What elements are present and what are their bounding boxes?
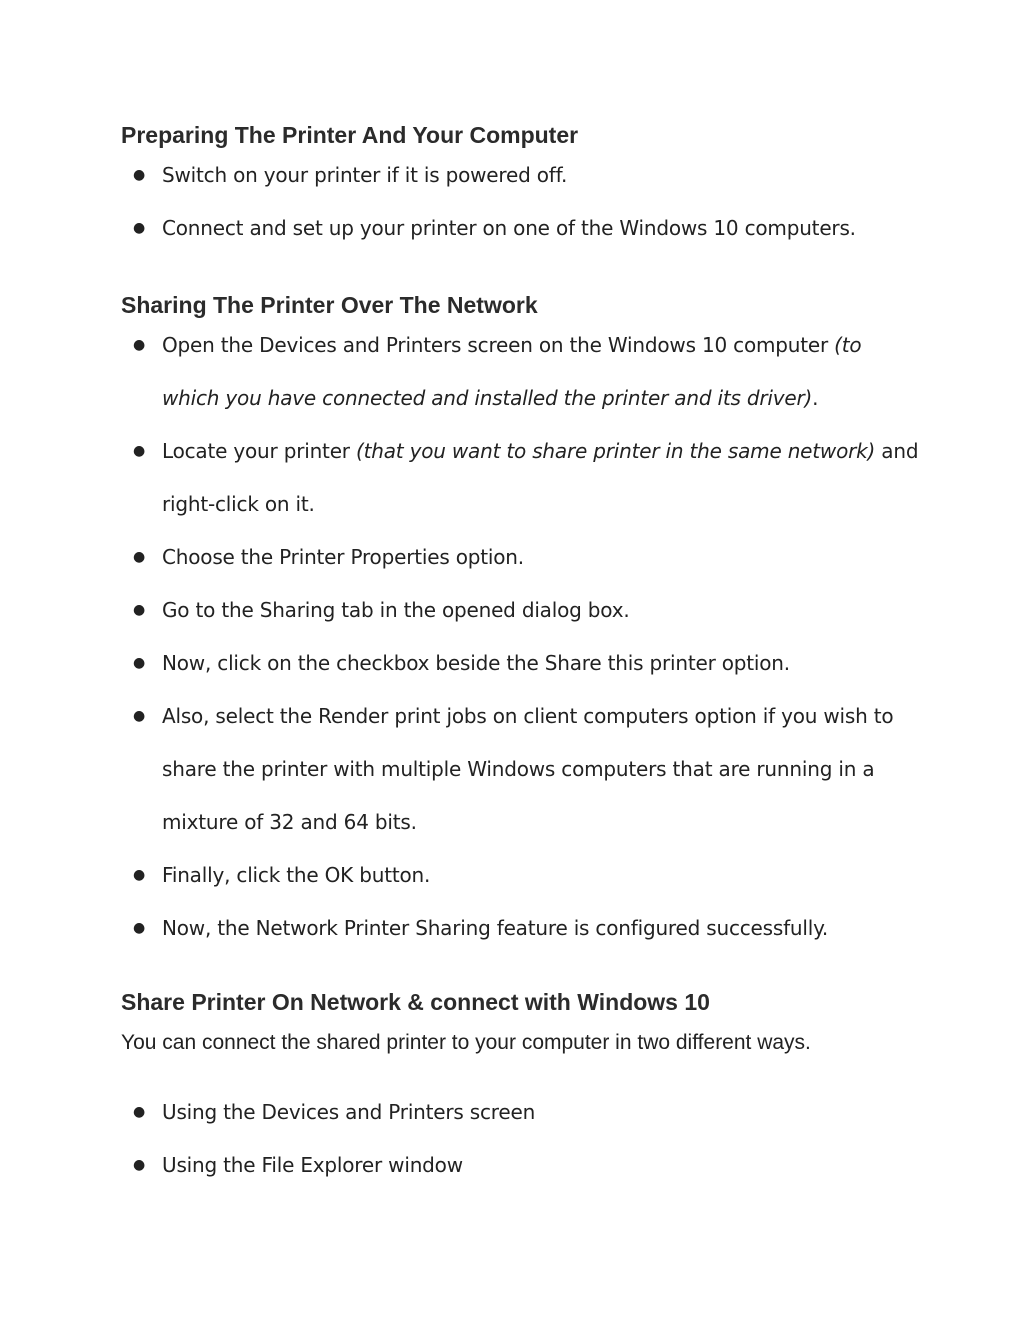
bullet-icon: ● (133, 1104, 146, 1120)
bullet-icon: ● (133, 443, 146, 459)
list-item: ● Using the File Explorer window (0, 1139, 1024, 1192)
list-item: ● Switch on your printer if it is powered off. (0, 149, 1024, 202)
list-item: ● Now, click on the checkbox beside the Share this printer option. (0, 637, 1024, 690)
list-item: ● Connect and set up your printer on one of the Windows 10 computers. (0, 202, 1024, 255)
list-item: ● Now, the Network Printer Sharing feature is configured successfully. (0, 902, 1024, 955)
section-heading-connect: Share Printer On Network & connect with Windows 10 (121, 989, 710, 1015)
bullet-icon: ● (133, 602, 146, 618)
bullet-icon: ● (133, 549, 146, 565)
section-intro: You can connect the shared printer to your computer in two different ways. (121, 1031, 811, 1054)
bullet-icon: ● (133, 708, 146, 724)
list-item: ● Choose the Printer Properties option. (0, 531, 1024, 584)
list-item: ● Also, select the Render print jobs on client computers option if you wish to share the printer with multiple Windows computers that are running in a mixture of 32 and 64 bits. (0, 690, 1024, 849)
bullet-icon: ● (133, 1157, 146, 1173)
list-item: ● Open the Devices and Printers screen on the Windows 10 computer (to which you have connected and installed the printer and its driver). (0, 319, 1024, 425)
bullet-list-preparing (0, 149, 1024, 255)
bullet-icon: ● (133, 167, 146, 183)
bullet-list-connect (0, 1086, 1024, 1192)
bullet-icon: ● (133, 867, 146, 883)
bullet-icon: ● (133, 655, 146, 671)
bullet-icon: ● (133, 337, 146, 353)
bullet-list-sharing (0, 319, 1024, 955)
section-heading-preparing: Preparing The Printer And Your Computer (121, 122, 579, 148)
list-item: ● Using the Devices and Printers screen (0, 1086, 1024, 1139)
list-item: ● Locate your printer (that you want to share printer in the same network) and right-click on it. (0, 425, 1024, 531)
list-item: ● Go to the Sharing tab in the opened dialog box. (0, 584, 1024, 637)
section-heading-sharing: Sharing The Printer Over The Network (121, 292, 538, 318)
list-item: ● Finally, click the OK button. (0, 849, 1024, 902)
bullet-icon: ● (133, 220, 146, 236)
bullet-icon: ● (133, 920, 146, 936)
